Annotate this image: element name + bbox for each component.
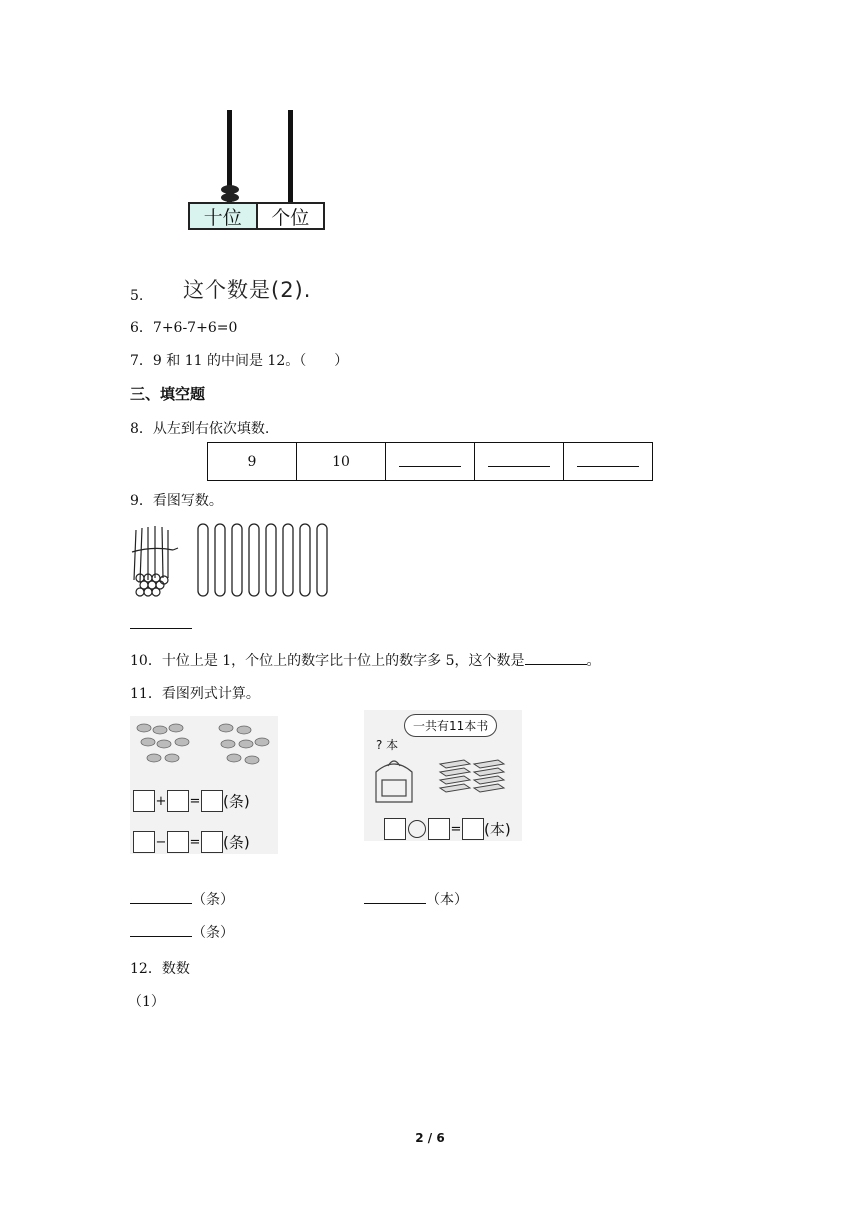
tens-place-label: 十位	[190, 204, 258, 228]
question-12-sub-1: （1）	[128, 994, 165, 1010]
backpack-icon	[368, 754, 420, 804]
equation-box[interactable]	[167, 790, 189, 812]
answer-blank[interactable]	[364, 889, 426, 904]
answer-blank[interactable]	[130, 889, 192, 904]
equation-box[interactable]	[428, 818, 450, 840]
books-picture	[364, 710, 522, 841]
question-11: 11．看图列式计算。	[130, 686, 260, 702]
abacus-bead	[221, 193, 239, 202]
question-9-answer-blank[interactable]	[130, 614, 192, 633]
fish-unit-label: (条)	[223, 792, 250, 811]
books-stack-icon	[436, 756, 512, 800]
question-10-answer-blank[interactable]	[525, 650, 587, 665]
equation-box[interactable]	[384, 818, 406, 840]
book-equation: = (本)	[384, 818, 511, 840]
book-unit-label: (本)	[484, 820, 511, 839]
question-10	[130, 650, 601, 670]
abacus-base	[188, 202, 325, 230]
equation-box[interactable]	[167, 831, 189, 853]
book-question-label: ? 本	[376, 738, 399, 752]
sequence-blank-cell[interactable]	[386, 443, 475, 481]
abacus-rod-ones	[288, 110, 293, 202]
sequence-blank-cell[interactable]	[475, 443, 564, 481]
question-12: 12．数数	[130, 961, 190, 977]
sequence-table	[207, 442, 653, 481]
question-11-answer-1	[130, 889, 234, 909]
equation-box[interactable]	[201, 831, 223, 853]
ones-place-label: 个位	[271, 206, 310, 229]
question-5-image-text: 这个数是(2).	[183, 278, 312, 302]
page-number: 2 / 6	[415, 1131, 445, 1145]
question-11-answer-3	[130, 922, 234, 942]
question-11-answer-2	[364, 889, 468, 909]
fish-unit-label: (条)	[223, 833, 250, 852]
answer-blank[interactable]	[130, 922, 192, 937]
fish-equation-add: + = (条)	[133, 790, 250, 812]
equation-box[interactable]	[133, 831, 155, 853]
question-5-number: 5.	[130, 288, 144, 304]
sequence-blank-cell[interactable]	[564, 443, 653, 481]
equation-box[interactable]	[133, 790, 155, 812]
question-9: 9．看图写数。	[130, 493, 223, 509]
question-6: 6．7+6-7+6=0	[130, 320, 238, 336]
answer-unit: （本）	[426, 892, 468, 908]
single-sticks	[198, 524, 327, 596]
section-title: 三、填空题	[130, 385, 206, 403]
fish-group-icon	[130, 716, 278, 780]
answer-unit: （条）	[192, 892, 234, 908]
equation-box[interactable]	[462, 818, 484, 840]
book-bubble: 一共有11本书	[404, 714, 497, 737]
fish-picture	[130, 716, 278, 854]
question-10-end: 。	[586, 653, 601, 669]
sequence-cell: 10	[297, 443, 386, 481]
sequence-cell: 9	[208, 443, 297, 481]
fish-equation-subtract: − = (条)	[133, 831, 250, 853]
sticks-figure	[128, 520, 333, 602]
answer-unit: （条）	[192, 925, 234, 941]
question-7: 7．9 和 11 的中间是 12。（ ）	[130, 353, 349, 369]
question-10-text: 10．十位上是 1，个位上的数字比十位上的数字多 5，这个数是	[130, 653, 525, 669]
equation-box[interactable]	[201, 790, 223, 812]
operator-circle-icon[interactable]	[408, 820, 426, 838]
question-8: 8．从左到右依次填数.	[130, 421, 270, 437]
bundle-of-ten-sticks	[132, 526, 178, 596]
